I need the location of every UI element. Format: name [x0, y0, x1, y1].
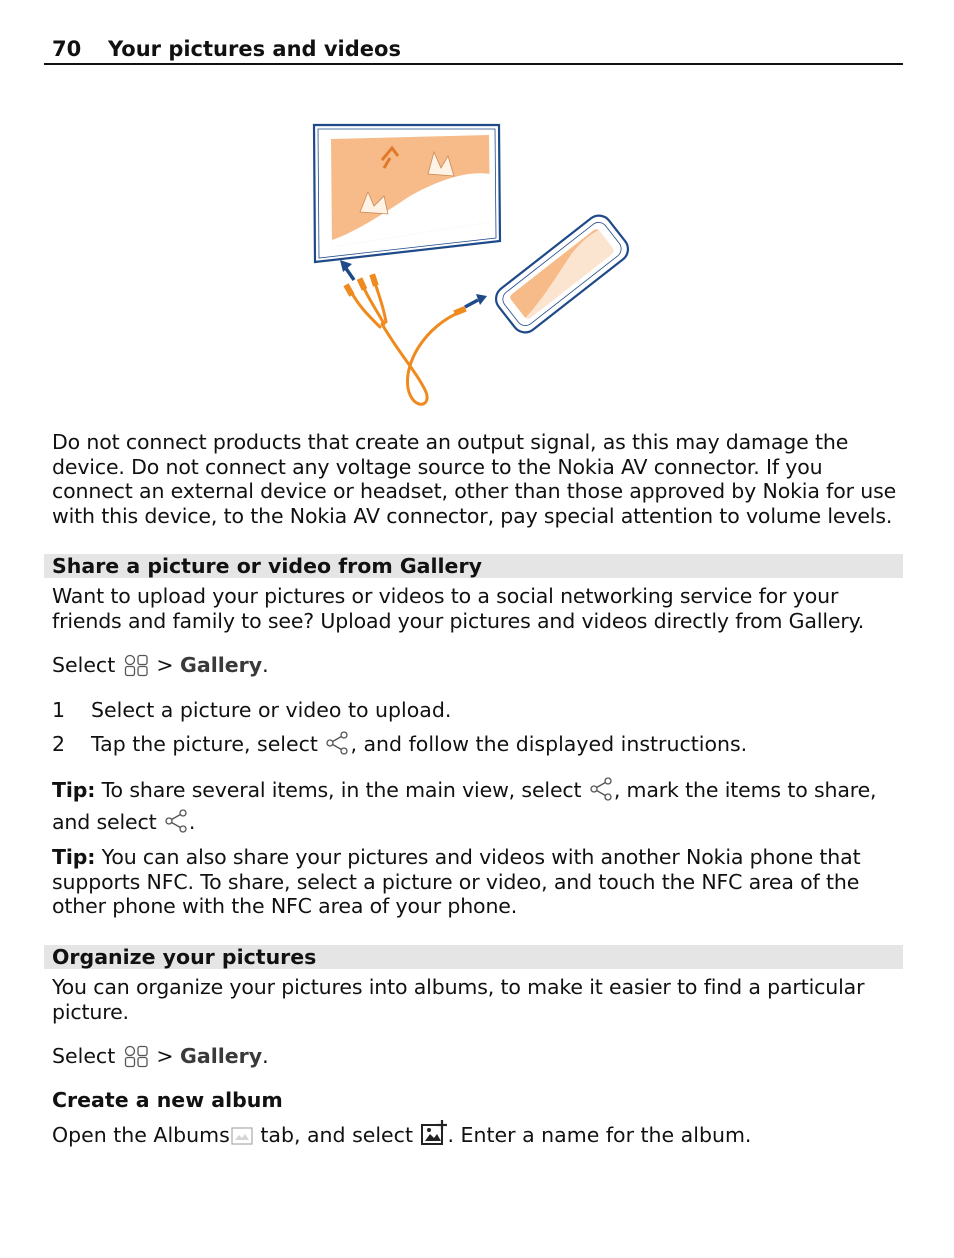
tv-phone-cable-svg [300, 112, 650, 412]
create-album-heading: Create a new album [52, 1088, 283, 1112]
select-prefix: Select [52, 653, 116, 677]
share-tip-multiple [52, 776, 904, 839]
arrow-to-tv-icon [340, 260, 354, 280]
instruction-text-c: . Enter a name for the album. [447, 1123, 752, 1147]
section-heading-share: Share a picture or video from Gallery [44, 554, 903, 578]
select-suffix: . [262, 1044, 269, 1068]
share-tip-nfc [52, 845, 904, 919]
step-text-after: , and follow the displayed instructions. [350, 732, 748, 756]
phone-device-icon [491, 210, 633, 337]
av-connection-illustration [300, 112, 650, 412]
organize-description: You can organize your pictures into albums, to make it easier to find a particular picture. [52, 975, 865, 1024]
tip-text-b: , mark the items to share, and select [52, 778, 877, 834]
share-icon [324, 730, 350, 761]
instruction-text-a: Open the Albums [52, 1123, 230, 1147]
create-album-instruction [52, 1119, 751, 1152]
apps-grid-icon [122, 1044, 150, 1073]
share-description: Want to upload your pictures or videos to a social networking service for your friends and family to see? Upload your pictures and videos directly from Gallery. [52, 584, 865, 633]
tip-label: Tip: [52, 778, 96, 802]
select-prefix: Select [52, 1044, 116, 1068]
share-select-gallery-instruction [52, 653, 269, 682]
step-text-before: Tap the picture, select [91, 732, 318, 756]
av-cable-icon [350, 280, 460, 404]
instruction-text-b: tab, and select [260, 1123, 413, 1147]
share-icon [163, 808, 189, 840]
arrow-to-phone-icon [465, 294, 487, 307]
connection-warning-text: Do not connect products that create an output signal, as this may damage the device. Do not connect any voltage source to the Nokia AV connector. If you connect an external device or headset, other than those approved by Nokia for use with this device, to the Nokia AV connector, pay special attention to volume levels. [52, 430, 897, 528]
step-number: 2 [52, 732, 66, 756]
gallery-label: Gallery [180, 1044, 263, 1068]
page-number: 70 [52, 37, 82, 61]
chapter-title: Your pictures and videos [108, 37, 401, 61]
share-step-1 [52, 698, 451, 722]
tip-text-c: . [188, 809, 196, 834]
gallery-label: Gallery [180, 653, 263, 677]
organize-select-gallery-instruction [52, 1044, 269, 1073]
share-step-2 [52, 730, 747, 761]
step-text: Select a picture or video to upload. [91, 698, 452, 722]
step-number: 1 [52, 698, 66, 722]
select-separator: > [156, 1044, 174, 1068]
select-separator: > [156, 653, 174, 677]
tip-label: Tip: [52, 845, 96, 869]
tv-screen-icon [314, 125, 500, 262]
add-album-icon [420, 1119, 448, 1152]
page-header [44, 36, 903, 65]
section-heading-organize: Organize your pictures [44, 945, 903, 969]
select-suffix: . [262, 653, 269, 677]
tip-text-a: To share several items, in the main view, select [101, 778, 582, 802]
share-icon [588, 776, 614, 808]
tip-text: You can also share your pictures and videos with another Nokia phone that supports NFC. To share, select a picture or video, and touch the NFC area of the other phone with the NFC area of your phone. [52, 845, 861, 919]
albums-icon [230, 1125, 254, 1152]
apps-grid-icon [122, 653, 150, 682]
